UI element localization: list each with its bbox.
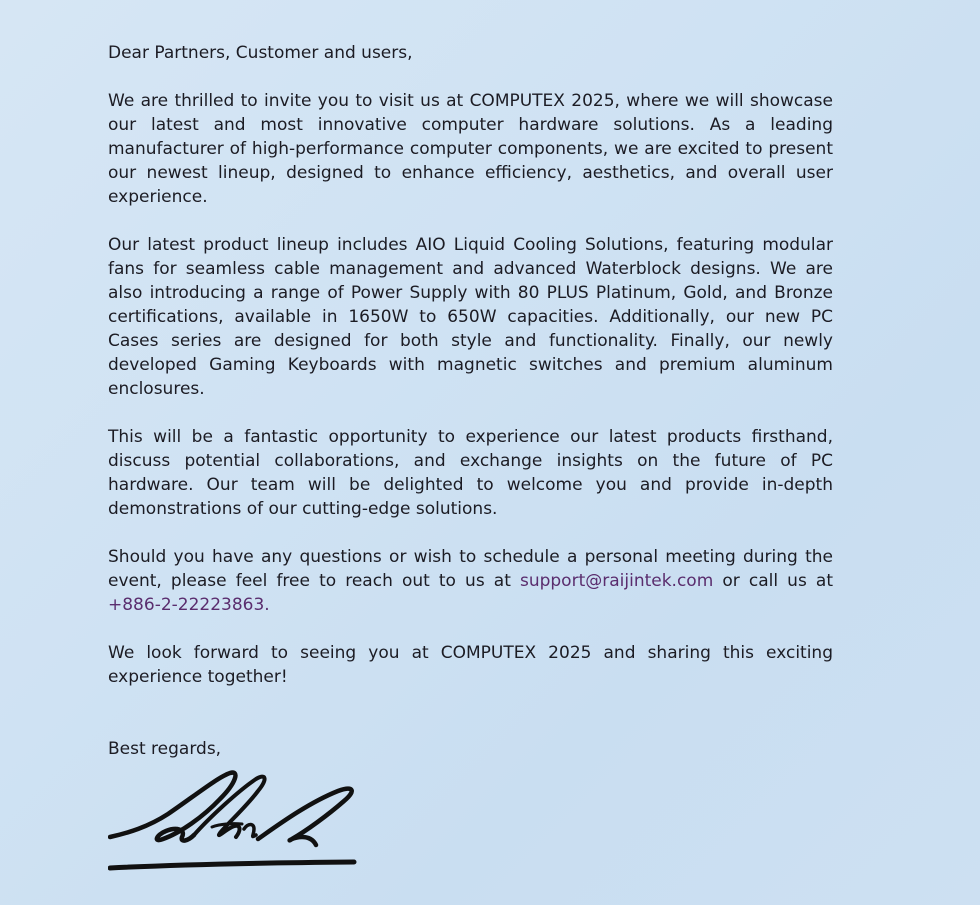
signature-icon [108, 769, 358, 879]
paragraph-products: Our latest product lineup includes AIO Liquid Cooling Solutions, featuring modular fans for seamless cable management and advanced Waterblock designs. We are also introducing a range of Power Supply with 80 PLUS Platinum, Gold, and Bronze certifications, available in 1650W to 650W capacities. Additionally, our new PC Cases series are designed for both style and functionality. Finally, our newly developed Gaming Keyboards with magnetic switches and premium aluminum enclosures. [108, 235, 833, 399]
greeting: Dear Partners, Customer and users, [108, 43, 413, 63]
contact-text-before: Should you have any questions or wish to schedule a personal meeting during the event, please feel free to reach out to us at [108, 547, 833, 591]
paragraph-invitation: We are thrilled to invite you to visit us at COMPUTEX 2025, where we will showcase our latest and most innovative computer hardware solutions. As a leading manufacturer of high-performance computer components, we are excited to present our newest lineup, designed to enhance efficiency, aesthetics, and overall user experience. [108, 91, 833, 207]
paragraph-contact [108, 545, 833, 617]
phone-link[interactable]: +886-2-22223863. [108, 595, 270, 615]
support-email-link[interactable]: support@raijintek.com [519, 571, 714, 591]
paragraph-opportunity: This will be a fantastic opportunity to experience our latest products firsthand, discuss potential collaborations, and exchange insights on the future of PC hardware. Our team will be delighted to welcome you and provide in-depth demonstrations of our cutting-edge solutions. [108, 427, 833, 519]
closing-salutation: Best regards, [108, 739, 222, 759]
invitation-letter [108, 41, 833, 879]
paragraph-closing: We look forward to seeing you at COMPUTEX 2025 and sharing this exciting experience together! [108, 643, 833, 687]
contact-text-between: or call us at [713, 571, 833, 591]
